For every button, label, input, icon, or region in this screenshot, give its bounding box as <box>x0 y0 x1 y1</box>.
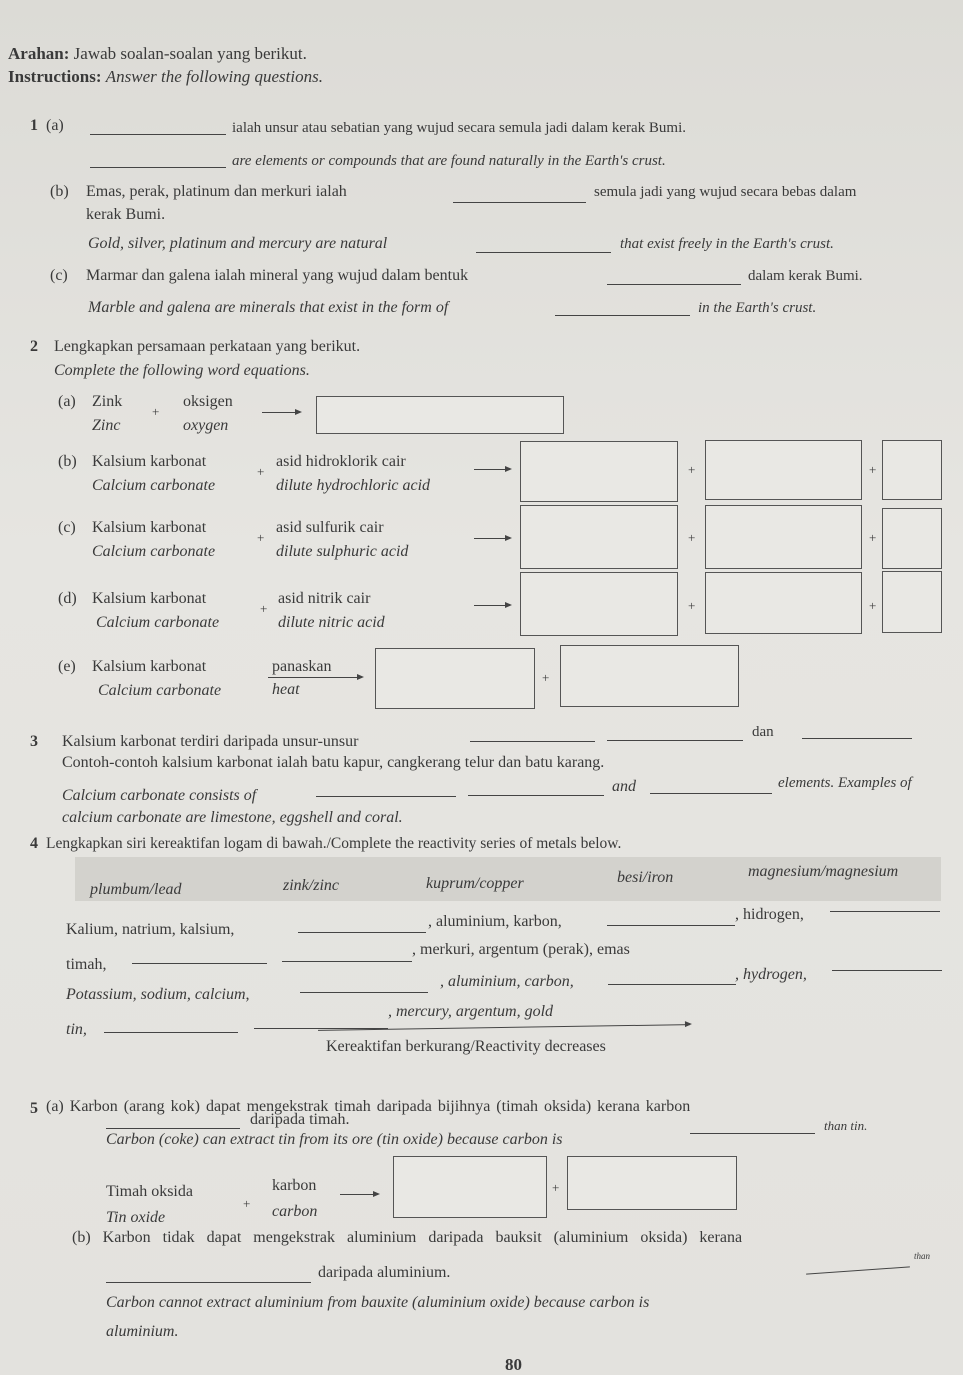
word-bank-item: kuprum/copper <box>426 875 524 892</box>
q2d-product-box-1[interactable] <box>520 572 678 636</box>
q2e-reactant1-ms: Kalsium karbonat <box>92 658 207 675</box>
q4-series-ms-1: Kalium, natrium, kalsium, <box>66 921 235 938</box>
plus-sign: + <box>869 598 877 613</box>
q1c-text-ms-1: Marmar dan galena ialah mineral yang wujud dalam bentuk <box>86 267 469 284</box>
q2d-product-box-2[interactable] <box>705 572 862 634</box>
q2a-reactant2-en: oxygen <box>183 417 229 434</box>
q3-number: 3 <box>30 733 38 750</box>
q5a-label: (a) <box>46 1098 64 1115</box>
arahan-label: Arahan: <box>8 44 70 63</box>
q2b-reactant2-ms: asid hidroklorik cair <box>276 453 406 470</box>
plus-sign: + <box>869 462 877 477</box>
q2e-condition-en: heat <box>272 681 300 698</box>
q1b-answer-blank[interactable] <box>453 202 586 203</box>
q3-dan: dan <box>752 724 774 740</box>
q5a-product-box-2[interactable] <box>567 1156 737 1210</box>
q4-series-en-4: tin, <box>66 1021 87 1038</box>
q3-and: and <box>612 778 636 795</box>
arrow-icon <box>474 469 510 470</box>
q5a-text-en-1: Carbon (coke) can extract tin from its ore (tin oxide) because carbon is <box>106 1131 563 1148</box>
q2a-reactant1-en: Zinc <box>92 417 121 434</box>
q4-blank[interactable] <box>300 992 428 993</box>
q1b-answer-blank-en[interactable] <box>476 252 611 253</box>
q4-series-en-3: , hydrogen, <box>735 966 807 983</box>
q2c-product-box-3[interactable] <box>882 508 942 569</box>
q5b-answer-blank-en[interactable] <box>806 1266 910 1274</box>
q5b-text-en-2: aluminium. <box>106 1323 179 1340</box>
q4-series-ms-3: , hidrogen, <box>735 906 804 923</box>
q5a-product-box-1[interactable] <box>393 1156 547 1218</box>
arrow-icon <box>262 412 300 413</box>
q2c-reactant2-en: dilute sulphuric acid <box>276 543 409 560</box>
q5b-text-ms-1: Karbon tidak dapat mengekstrak aluminium daripada bauksit (aluminium oksida) kerana <box>102 1229 743 1246</box>
q5a-answer-blank-en[interactable] <box>690 1133 815 1134</box>
q2e-reactant1-en: Calcium carbonate <box>98 682 222 699</box>
q4-series-ms-2: , aluminium, karbon, <box>428 913 562 930</box>
q2e-product-box-2[interactable] <box>560 645 739 707</box>
q2d-label: (d) <box>58 590 77 607</box>
q5a-reactant1-en: Tin oxide <box>106 1209 166 1226</box>
q3-answer-blank-1[interactable] <box>470 741 595 742</box>
q2a-product-box[interactable] <box>316 396 564 434</box>
q1b-text-ms-3: kerak Bumi. <box>86 206 166 223</box>
plus-sign: + <box>552 1180 560 1195</box>
q2e-condition-ms: panaskan <box>272 658 332 675</box>
q3-answer-blank-en-3[interactable] <box>650 793 772 794</box>
q2c-product-box-1[interactable] <box>520 505 678 569</box>
q1a-label: (a) <box>46 117 64 134</box>
q2-instruction-ms: Lengkapkan persamaan perkataan yang berikut. <box>54 338 361 355</box>
q1c-answer-blank-en[interactable] <box>555 315 690 316</box>
plus-sign: + <box>688 598 696 613</box>
q4-blank[interactable] <box>608 984 736 985</box>
q2d-reactant2-en: dilute nitric acid <box>278 614 385 631</box>
plus-sign: + <box>688 530 696 545</box>
q2c-reactant2-ms: asid sulfurik cair <box>276 519 384 536</box>
q2e-product-box-1[interactable] <box>375 648 535 709</box>
q5b-label: (b) <box>72 1229 91 1246</box>
word-bank-item: zink/zinc <box>283 877 339 894</box>
q2b-reactant1-ms: Kalsium karbonat <box>92 453 207 470</box>
q2a-reactant2-ms: oksigen <box>183 393 233 410</box>
q5a-text-en-2: than tin. <box>824 1118 868 1133</box>
q4-series-ms-5: , merkuri, argentum (perak), emas <box>412 941 630 958</box>
q2b-reactant1-en: Calcium carbonate <box>92 477 216 494</box>
q1a-text-ms: ialah unsur atau sebatian yang wujud secara semula jadi dalam kerak Bumi. <box>232 120 687 136</box>
q5b-text-en-1: Carbon cannot extract aluminium from bauxite (aluminium oxide) because carbon is <box>106 1294 650 1311</box>
instructions-label: Instructions: <box>8 67 102 86</box>
q1c-label: (c) <box>50 267 68 284</box>
q4-blank[interactable] <box>832 970 942 971</box>
q3-text-en-2: elements. Examples of <box>778 775 912 791</box>
plus-sign: + <box>542 670 550 685</box>
q5b-answer-blank[interactable] <box>106 1282 311 1283</box>
arahan-text: Jawab soalan-soalan yang berikut. <box>73 44 307 63</box>
q1a-answer-blank-en[interactable] <box>90 167 226 168</box>
arrow-icon <box>268 677 362 678</box>
plus-sign: + <box>257 464 265 479</box>
q2b-product-box-2[interactable] <box>705 440 862 500</box>
q2-instruction-en: Complete the following word equations. <box>54 362 310 379</box>
q2a-label: (a) <box>58 393 76 410</box>
q4-title: Lengkapkan siri kereaktifan logam di bawah./Complete the reactivity series of metals below. <box>46 835 622 852</box>
q4-blank[interactable] <box>282 961 412 962</box>
q4-series-en-1: Potassium, sodium, calcium, <box>66 986 250 1003</box>
q4-number: 4 <box>30 835 38 852</box>
q2-number: 2 <box>30 338 38 355</box>
q5a-text-ms-1: Karbon (arang kok) dapat mengekstrak timah daripada bijihnya (timah oksida) kerana karbon <box>69 1098 691 1115</box>
q4-blank[interactable] <box>607 925 735 926</box>
arrow-icon <box>474 605 510 606</box>
plus-sign: + <box>257 530 265 545</box>
q5a-reactant1-ms: Timah oksida <box>106 1183 193 1200</box>
q2b-product-box-1[interactable] <box>520 441 678 502</box>
word-bank-item: plumbum/lead <box>90 881 182 898</box>
q3-answer-blank-2[interactable] <box>607 740 743 741</box>
q2c-label: (c) <box>58 519 76 536</box>
q3-text-en-3: calcium carbonate are limestone, eggshell and coral. <box>62 809 403 826</box>
q3-text-ms-1: Kalsium karbonat terdiri daripada unsur-unsur <box>62 733 359 750</box>
q2b-label: (b) <box>58 453 77 470</box>
q5b-text-ms-2: daripada aluminium. <box>318 1264 451 1281</box>
q2a-reactant1-ms: Zink <box>92 393 123 410</box>
q4-blank[interactable] <box>298 932 426 933</box>
q5b-label-and-text <box>72 1228 742 1248</box>
q5a-label-and-text <box>46 1097 690 1117</box>
arrow-icon <box>340 1194 378 1195</box>
q2d-reactant1-ms: Kalsium karbonat <box>92 590 207 607</box>
q4-arrow-label: Kereaktifan berkurang/Reactivity decreases <box>326 1038 606 1055</box>
q2b-product-box-3[interactable] <box>882 440 942 500</box>
arrow-icon <box>474 538 510 539</box>
q5a-answer-blank[interactable] <box>106 1128 240 1129</box>
q1b-label: (b) <box>50 183 69 200</box>
q2c-reactant1-en: Calcium carbonate <box>92 543 216 560</box>
word-bank-item: magnesium/magnesium <box>748 863 899 880</box>
q2e-label: (e) <box>58 658 76 675</box>
instructions-text: Answer the following questions. <box>105 67 323 86</box>
q1-number: 1 <box>30 117 38 134</box>
q3-answer-blank-3[interactable] <box>802 738 912 739</box>
q5a-reactant2-ms: karbon <box>272 1177 317 1194</box>
q4-blank[interactable] <box>132 963 267 964</box>
q3-text-ms-2: Contoh-contoh kalsium karbonat ialah batu kapur, cangkerang telur dan batu karang. <box>62 754 605 771</box>
q4-series-ms-4: timah, <box>66 956 107 973</box>
plus-sign: + <box>869 530 877 545</box>
instructions-line <box>8 67 323 87</box>
q3-answer-blank-en-1[interactable] <box>316 796 456 797</box>
q2c-reactant1-ms: Kalsium karbonat <box>92 519 207 536</box>
q1b-text-en-2: that exist freely in the Earth's crust. <box>620 236 834 252</box>
q4-blank[interactable] <box>830 911 940 912</box>
q1c-text-en-1: Marble and galena are minerals that exist in the form of <box>88 299 449 316</box>
plus-sign: + <box>260 601 268 616</box>
q1c-text-ms-2: dalam kerak Bumi. <box>748 268 863 284</box>
q5-number: 5 <box>30 1100 38 1117</box>
plus-sign: + <box>688 462 696 477</box>
q1b-text-ms-2: semula jadi yang wujud secara bebas dalam <box>594 184 857 200</box>
q1b-text-ms-1: Emas, perak, platinum dan merkuri ialah <box>86 183 347 200</box>
q2d-reactant1-en: Calcium carbonate <box>96 614 220 631</box>
q2d-product-box-3[interactable] <box>882 571 942 633</box>
q4-series-en-2: , aluminium, carbon, <box>440 973 574 990</box>
q4-series-en-5: , mercury, argentum, gold <box>388 1003 554 1020</box>
arahan-line <box>8 44 307 64</box>
page-number: 80 <box>505 1355 522 1374</box>
plus-sign: + <box>243 1196 251 1211</box>
q2b-reactant2-en: dilute hydrochloric acid <box>276 477 431 494</box>
word-bank-item: besi/iron <box>617 869 674 886</box>
q2d-reactant2-ms: asid nitrik cair <box>278 590 371 607</box>
q1c-text-en-2: in the Earth's crust. <box>698 300 817 316</box>
q2c-product-box-2[interactable] <box>705 505 862 569</box>
q5a-reactant2-en: carbon <box>272 1203 318 1220</box>
plus-sign: + <box>152 404 160 419</box>
q1c-answer-blank[interactable] <box>607 284 741 285</box>
q5b-text-than: than <box>914 1251 931 1261</box>
q1b-text-en-1: Gold, silver, platinum and mercury are natural <box>88 235 388 252</box>
q1a-text-en: are elements or compounds that are found naturally in the Earth's crust. <box>232 153 666 169</box>
q4-blank[interactable] <box>104 1032 238 1033</box>
q3-answer-blank-en-2[interactable] <box>468 795 604 796</box>
q5a-text-ms-2: daripada timah. <box>250 1111 350 1128</box>
q1a-answer-blank[interactable] <box>90 134 226 135</box>
q3-text-en-1: Calcium carbonate consists of <box>62 787 257 804</box>
